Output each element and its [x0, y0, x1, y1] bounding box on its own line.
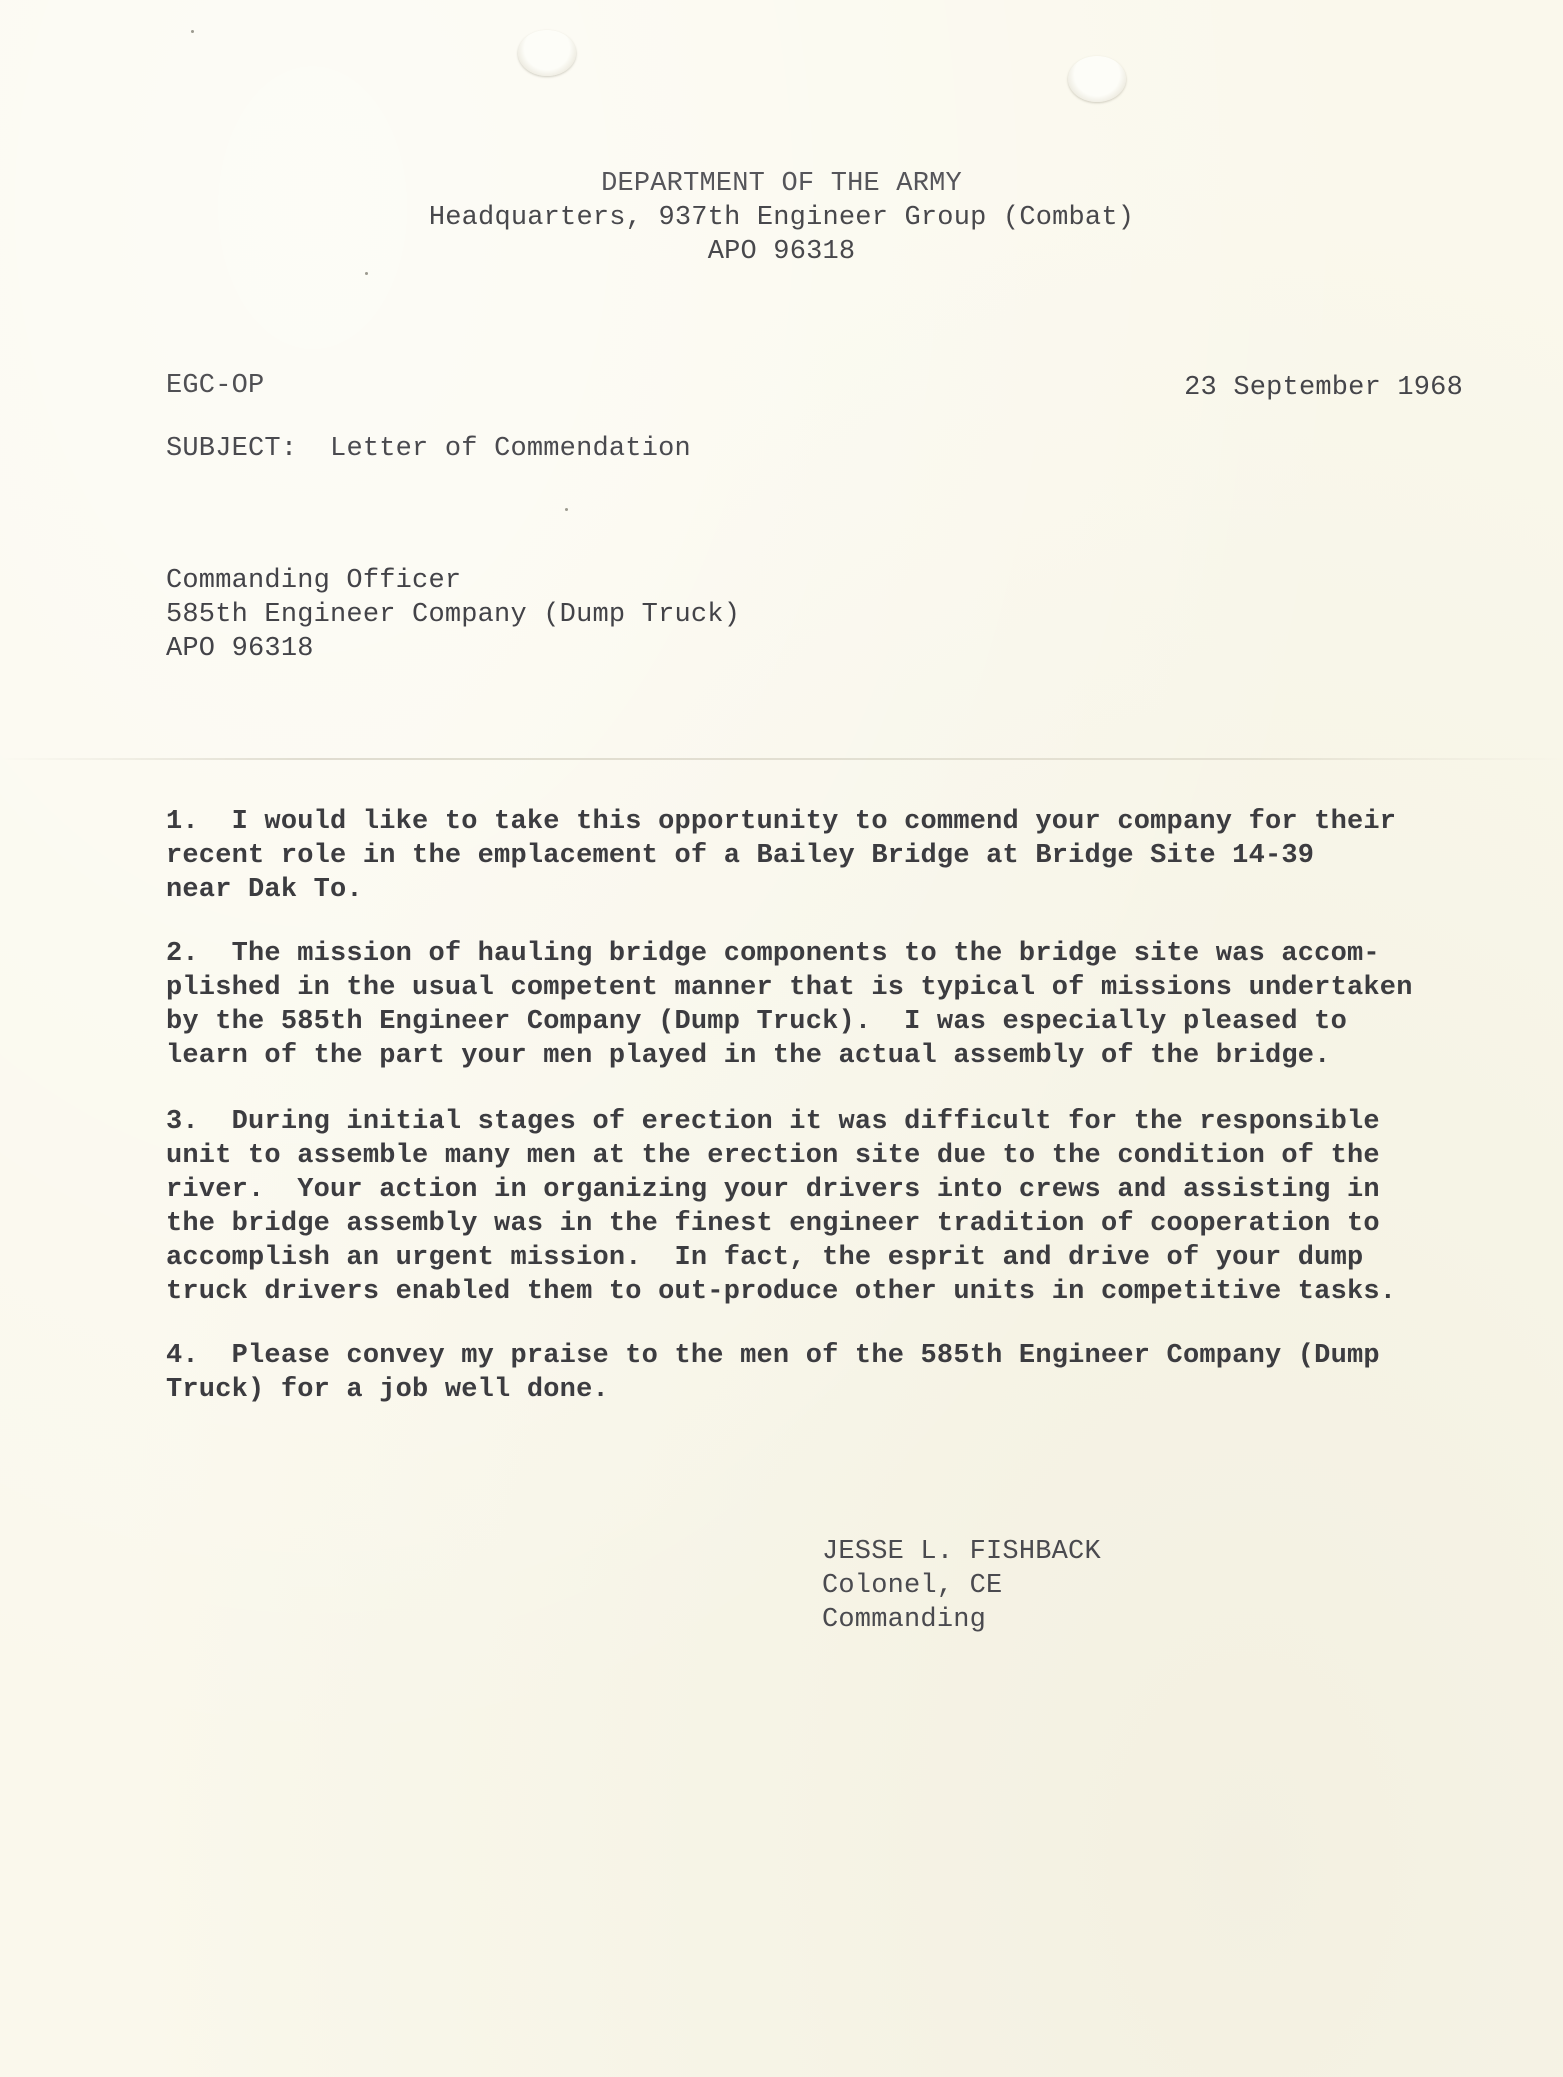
paragraph-3-line: river. Your action in organizing your drivers into crews and assisting in [166, 1175, 1380, 1205]
paragraph-3-line: unit to assemble many men at the erection site due to the condition of the [166, 1141, 1380, 1171]
office-symbol: EGC-OP [166, 371, 265, 401]
addressee-line-2: 585th Engineer Company (Dump Truck) [166, 600, 741, 630]
paragraph-2-line: 2. The mission of hauling bridge components to the bridge site was accom- [166, 939, 1380, 969]
signature-title: Commanding [822, 1605, 987, 1635]
paper-speck [191, 30, 194, 33]
paragraph-1-line: recent role in the emplacement of a Bailey Bridge at Bridge Site 14-39 [166, 841, 1315, 871]
paragraph-1-line: 1. I would like to take this opportunity to commend your company for their [166, 807, 1397, 837]
paper-speck [565, 508, 568, 511]
punch-hole-left [518, 30, 576, 76]
paragraph-4-line: 4. Please convey my praise to the men of the 585th Engineer Company (Dump [166, 1341, 1380, 1371]
paragraph-2-line: learn of the part your men played in the actual assembly of the bridge. [166, 1041, 1331, 1071]
paragraph-1-line: near Dak To. [166, 875, 363, 905]
signature-rank: Colonel, CE [822, 1571, 1003, 1601]
paragraph-3-line: 3. During initial stages of erection it was difficult for the responsible [166, 1107, 1380, 1137]
paragraph-3-line: accomplish an urgent mission. In fact, the esprit and drive of your dump [166, 1243, 1364, 1273]
paragraph-3-line: truck drivers enabled them to out-produce other units in competitive tasks. [166, 1277, 1397, 1307]
paper-speck [365, 272, 368, 275]
subject-label: SUBJECT: [166, 434, 298, 464]
paragraph-2-line: plished in the usual competent manner that is typical of missions undertaken [166, 973, 1413, 1003]
letter-date: 23 September 1968 [1184, 373, 1463, 403]
letterhead-apo: APO 96318 [707, 237, 856, 267]
paragraph-3-line: the bridge assembly was in the finest engineer tradition of cooperation to [166, 1209, 1380, 1239]
subject-text: Letter of Commendation [330, 434, 691, 464]
punch-hole-right [1068, 56, 1126, 102]
letterhead-headquarters: Headquarters, 937th Engineer Group (Combat) [428, 203, 1135, 233]
signature-name: JESSE L. FISHBACK [822, 1537, 1101, 1567]
addressee-line-3: APO 96318 [166, 634, 314, 664]
paragraph-2-line: by the 585th Engineer Company (Dump Truck). I was especially pleased to [166, 1007, 1347, 1037]
paragraph-4-line: Truck) for a job well done. [166, 1375, 609, 1405]
paper-fold-line [0, 758, 1563, 760]
letterhead-department: DEPARTMENT OF THE ARMY [601, 169, 962, 199]
addressee-line-1: Commanding Officer [166, 566, 462, 596]
subject-line [166, 433, 691, 466]
